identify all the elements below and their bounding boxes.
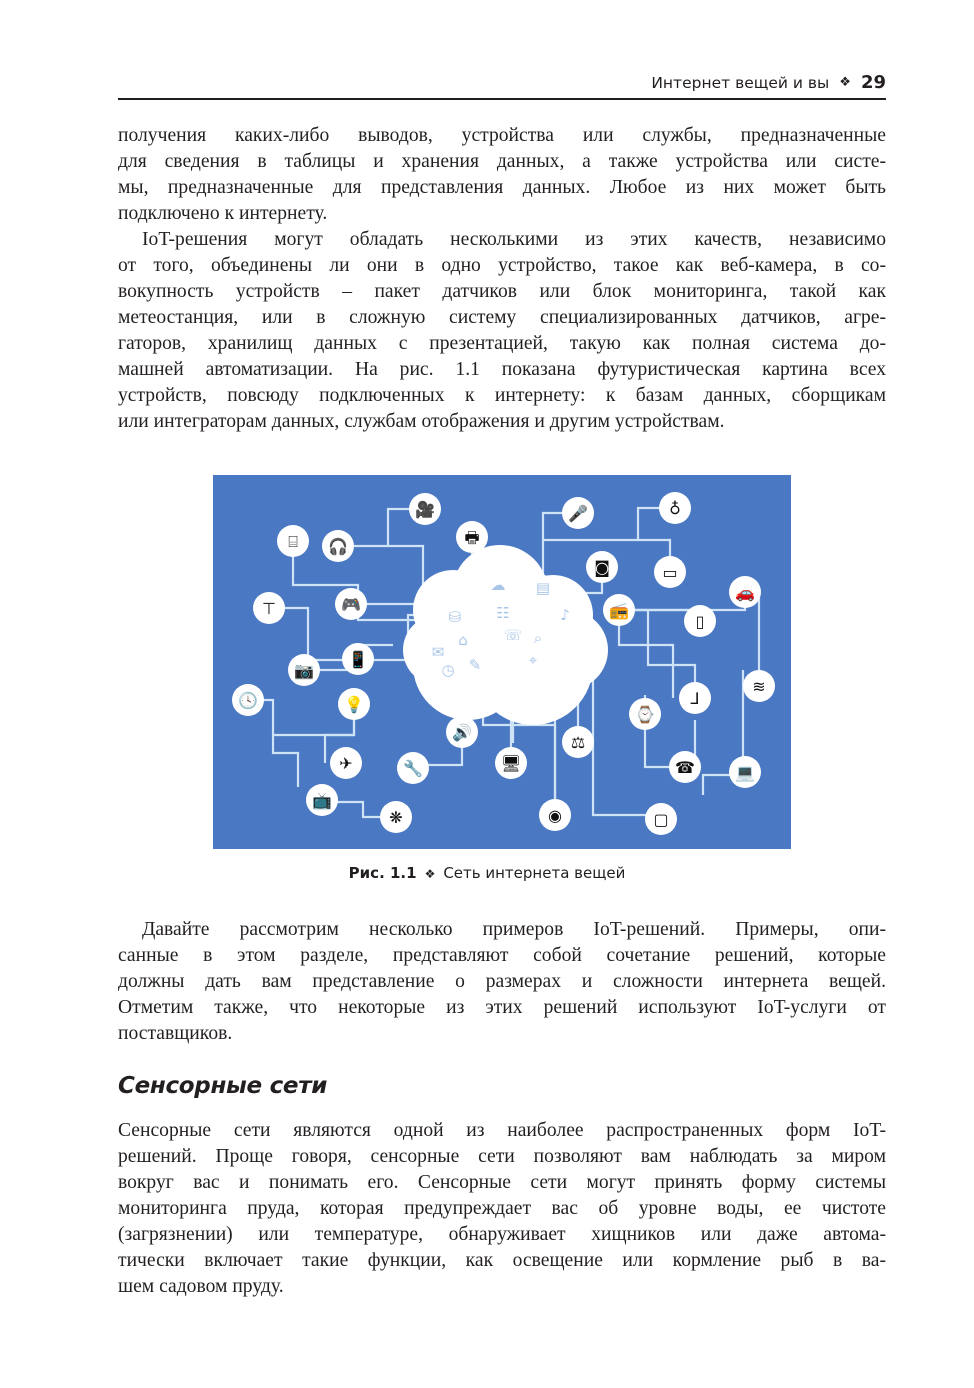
- wall-clock-icon: [232, 684, 264, 716]
- text-line: тически включает такие функции, как освещение или кормление рыб в ва-: [118, 1250, 886, 1271]
- text-line: гаторов, хранилищ данных с презентацией, такую как полная система до-: [118, 333, 886, 354]
- desktop-computer-icon: [495, 747, 527, 779]
- svg-text:⌸: ⌸: [288, 532, 298, 551]
- paragraph-4: [118, 1118, 886, 1300]
- svg-text:≋: ≋: [752, 677, 766, 696]
- speakers-icon: [446, 716, 478, 748]
- connection-line: [619, 610, 695, 698]
- photo-camera-icon: [288, 654, 320, 686]
- washing-machine-icon: [586, 551, 618, 583]
- text-line: IoT-решения могут обладать несколькими из этих качеств, независимо: [142, 229, 886, 250]
- text-line: вокупность устройств – пакет датчиков или блок мониторинга, такой как: [118, 281, 886, 302]
- iot-network-diagram: [213, 475, 791, 849]
- text-line: подключено к интернету.: [118, 203, 328, 224]
- svg-text:🎥: 🎥: [415, 500, 435, 519]
- text-line: Давайте рассмотрим несколько примеров IoT-решений. Примеры, опи-: [142, 919, 886, 940]
- text-line: санные в этом разделе, представляют собой сочетание решений, которые: [118, 945, 886, 966]
- cfl-bulb-icon: [743, 670, 775, 702]
- airplane-icon: [330, 747, 362, 779]
- page-number: 29: [860, 72, 886, 93]
- svg-text:🎤: 🎤: [568, 504, 588, 523]
- connection-line: [273, 735, 298, 787]
- svg-text:🎧: 🎧: [328, 537, 348, 556]
- text-line: или интеграторам данных, службам отображения и другим устройствам.: [118, 411, 725, 432]
- svg-text:☎: ☎: [675, 758, 695, 777]
- svg-text:⅃: ⅃: [690, 689, 700, 708]
- svg-text:▢: ▢: [653, 810, 669, 829]
- desk-lamp-icon: [679, 682, 711, 714]
- text-line: метеостанция, или в сложную систему специализированных датчиков, агре-: [118, 307, 886, 328]
- svg-text:🎮: 🎮: [341, 595, 361, 614]
- car-icon: [729, 576, 761, 608]
- cloud-service-icon: ✎: [468, 656, 482, 674]
- boombox-icon: [603, 594, 635, 626]
- text-line: шем садовом пруду.: [118, 1276, 284, 1297]
- text-line: для сведения в таблицы и хранения данных, а также устройства или систе-: [118, 151, 886, 172]
- cloud: [403, 545, 608, 725]
- cloud-service-icon: ♪: [560, 606, 570, 624]
- connection-line: [619, 592, 745, 610]
- svg-text:♁: ♁: [669, 499, 681, 518]
- microphone-icon: [562, 497, 594, 529]
- caption-text: Сеть интернета вещей: [443, 864, 626, 882]
- svg-text:◉: ◉: [548, 806, 562, 825]
- mobile-phone-icon: [342, 643, 374, 675]
- video-camera-icon: [409, 493, 441, 525]
- iot-network-figure: [213, 475, 791, 849]
- cloud-service-icon: ⌕: [533, 629, 543, 647]
- power-drill-icon: [397, 752, 429, 784]
- cloud-service-icon: ◷: [441, 661, 455, 679]
- kitchen-scale-icon: [562, 726, 594, 758]
- cloud-service-icon: ☁: [490, 576, 506, 594]
- svg-text:⊤: ⊤: [262, 599, 276, 618]
- section-heading: Сенсорные сети: [118, 1073, 328, 1099]
- svg-text:📻: 📻: [609, 601, 629, 620]
- monitor-icon: [654, 556, 686, 588]
- svg-text:📺: 📺: [312, 791, 332, 810]
- caption-label: Рис. 1.1: [348, 864, 417, 882]
- text-line: поставщиков.: [118, 1023, 233, 1044]
- text-line: устройств, повсюду подключенных к интернету: к базам данных, сборщикам: [118, 385, 886, 406]
- television-icon: [306, 784, 338, 816]
- cloud-service-icon: ⌂: [458, 631, 468, 649]
- text-line: вокруг вас и понимать его. Сенсорные сети могут принять форму системы: [118, 1172, 886, 1193]
- ornament-icon: ❖: [424, 867, 436, 881]
- svg-text:🚗: 🚗: [735, 583, 755, 602]
- svg-text:❋: ❋: [389, 808, 403, 827]
- refrigerator-icon: [684, 605, 716, 637]
- text-line: Сенсорные сети являются одной из наиболее распространенных форм IoT-: [118, 1120, 886, 1141]
- svg-text:🕓: 🕓: [238, 691, 258, 710]
- svg-text:📷: 📷: [294, 661, 314, 680]
- cloud-service-icon: ⛁: [448, 608, 462, 626]
- svg-text:💡: 💡: [344, 695, 364, 714]
- cloud-service-icon: ▤: [535, 579, 551, 597]
- headset-icon: [322, 530, 354, 562]
- text-line: должны дать вам представление о размерах и сложности интернета вещей.: [118, 971, 886, 992]
- figure-caption: [0, 864, 974, 882]
- paragraph-1: [118, 123, 886, 227]
- vacuum-cleaner-icon: [659, 492, 691, 524]
- tablet-icon: [645, 803, 677, 835]
- svg-text:⚖: ⚖: [570, 733, 586, 752]
- text-line: машней автоматизации. На рис. 1.1 показана футуристическая картина всех: [118, 359, 886, 380]
- text-line: решений. Проще говоря, сенсорные сети позволяют вам наблюдать за миром: [118, 1146, 886, 1167]
- ornament-icon: ❖: [839, 75, 851, 90]
- text-line: от того, объединены ли они в одно устройство, такое как веб-камера, в со-: [118, 255, 886, 276]
- cloud-service-icon: ☏: [503, 626, 523, 644]
- svg-text:🖥: 🖥: [500, 754, 522, 773]
- telephone-icon: [669, 751, 701, 783]
- svg-text:▯: ▯: [695, 612, 705, 631]
- text-line: (загрязнении) или температуре, обнаруживает хищников или даже автома-: [118, 1224, 886, 1245]
- floor-lamp-icon: [253, 592, 285, 624]
- fan-icon: [380, 801, 412, 833]
- light-bulb-icon: [338, 688, 370, 720]
- svg-text:✈: ✈: [339, 754, 353, 773]
- text-line: получения каких-либо выводов, устройства или службы, предназначенные: [118, 125, 886, 146]
- cloud-service-icon: ⌖: [528, 651, 538, 669]
- svg-text:💻: 💻: [735, 763, 755, 782]
- text-line: мониторинга пруда, которая предупреждает вас об уровне воды, ее чистоте: [118, 1198, 886, 1219]
- connection-line: [338, 546, 443, 585]
- svg-text:◙: ◙: [594, 558, 610, 577]
- svg-text:🖶: 🖶: [464, 528, 480, 547]
- laptop-icon: [729, 756, 761, 788]
- running-head: [118, 70, 886, 100]
- svg-text:▭: ▭: [662, 563, 678, 582]
- printer-icon: [456, 521, 488, 553]
- running-head-title: Интернет вещей и вы: [651, 73, 830, 92]
- cloud-service-icon: ☷: [496, 604, 510, 622]
- blender-icon: [277, 525, 309, 557]
- game-controller-icon: [335, 588, 367, 620]
- webcam-icon: [539, 799, 571, 831]
- svg-text:🔧: 🔧: [403, 759, 423, 778]
- svg-text:🔊: 🔊: [452, 723, 472, 742]
- wrist-watch-icon: [629, 698, 661, 730]
- paragraph-3: [118, 917, 886, 1047]
- text-line: мы, предназначенные для представления данных. Любое из них может быть: [118, 177, 886, 198]
- cloud-service-icon: ✉: [431, 643, 445, 661]
- svg-text:📱: 📱: [348, 650, 368, 669]
- svg-text:⌚: ⌚: [635, 705, 655, 724]
- text-line: Отметим также, что некоторые из этих решений используют IoT-услуги от: [118, 997, 886, 1018]
- paragraph-2: [118, 227, 886, 435]
